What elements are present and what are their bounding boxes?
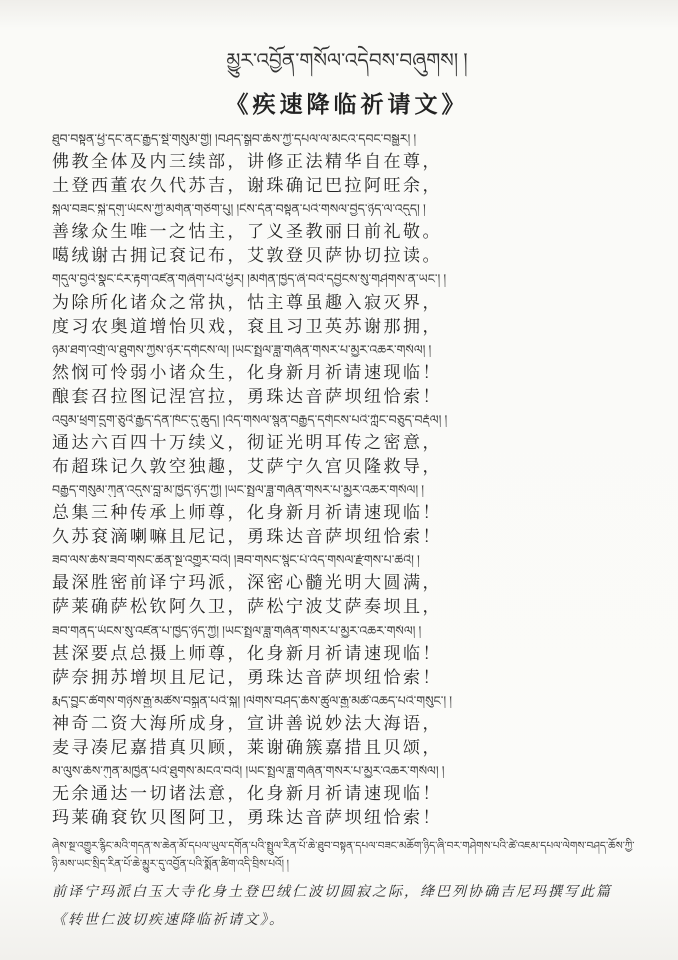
tibetan-line: ཉམ་ཐག་འགྲོ་ལ་ཐུགས་ཀྱིས་ཉེར་དགོངས་ལ། །ཡང་སྤྲུལ་ཟླ་གཞོན་གསར་པ་མྱུར་འཆར་གསོལ། ། bbox=[52, 343, 432, 357]
tibetan-colophon: ཞེས་སྔ་འགྱུར་རྙིང་མའི་གདན་ས་ཆེན་མོ་དཔལ་ཡུལ་དགོན་པའི་སྤྲུལ་རིན་པོ་ཆེ་ཐུབ་བསྟན་དཔལ་བཟང་མཆོག་ཉིད་ཞི་བར་གཤེགས་པའི་ཚེ་འཇམ་དཔལ་ལེགས་བཤད་ཆོས་ཀྱི་ཉི་མས་ཡང་སྲིད་རིན་པོ་ཆེ་མྱུར་དུ་འབྱོན་པའི་སྨོན་ཚིག་འདི་བྲིས་པའོ། ། bbox=[52, 841, 635, 870]
chinese-line: 通达六百四十万续义，彻证光明耳传之密意， bbox=[52, 433, 442, 452]
chinese-line: 布超珠记久敦空独趣，艾萨宁久宫贝隆救导， bbox=[52, 457, 442, 477]
chinese-line: 土登西董农久代苏吉，谢珠确记巴拉阿旺余， bbox=[52, 176, 442, 196]
tibetan-line: བརྒྱུད་གསུམ་ཀུན་འདུས་བླ་མ་ཁྱེད་ཉིད་ཀྱི། །ཡང་སྤྲུལ་ཟླ་གཞོན་གསར་པ་མྱུར་འཆར་གསོལ། ། bbox=[52, 484, 424, 498]
chinese-line: 度习农奥道增怡贝戏，袞且习卫英苏谢那拥， bbox=[52, 316, 442, 336]
chinese-line: 为除所化诸众之常执，怙主尊虽趣入寂灭界， bbox=[52, 292, 442, 312]
tibetan-line: གདུལ་བྱའི་སྣང་ངོར་རྟག་འཛིན་གཞིག་པའི་ཕྱིར། །མགོན་ཁྱེད་ཞི་བའི་དབྱིངས་སུ་གཤེགས་ན་ཡང་། ། bbox=[52, 273, 447, 287]
chinese-line: 萨莱确萨松钦阿久卫，萨松宁波艾萨奏坝且， bbox=[52, 597, 442, 617]
chinese-title: 《疾速降临祈请文》 bbox=[225, 92, 469, 117]
chinese-line: 无余通达一切诸法意，化身新月祈请速现临！ bbox=[52, 784, 442, 804]
chinese-line: 酿套召拉图记涅宫拉，勇珠达音萨坝纽恰索！ bbox=[52, 386, 442, 406]
tibetan-line: འབུམ་ཕྲག་དྲུག་ཅུའི་རྒྱུད་དོན་ཁོང་དུ་ཆུད། །འོད་གསལ་སྙན་བརྒྱུད་དགོངས་པའི་ཀློང་བཅུད་བརྡོལ། ། bbox=[52, 413, 448, 427]
tibetan-line: ཐུབ་བསྟན་ཕྱི་དང་ནང་རྒྱུད་སྡེ་གསུམ་གྱི། །བཤད་སྒྲུབ་ཆོས་ཀྱི་དཔལ་ལ་མངའ་དབང་བསྒྱུར། ། bbox=[52, 133, 417, 146]
chinese-line: 佛教全体及内三续部，讲修正法精华自在尊， bbox=[52, 152, 442, 172]
chinese-colophon: 前译宁玛派白玉大寺化身土登巴绒仁波切圆寂之际，绛巴列协确吉尼玛撰写此篇《转世仁波切疾速降临祈请文》。 bbox=[52, 884, 612, 928]
chinese-line: 玛莱确袞钦贝图阿卫，勇珠达音萨坝纽恰索！ bbox=[52, 808, 442, 828]
tibetan-line: རྨད་བྱུང་ཚོགས་གཉིས་རྒྱ་མཚོས་བསྐྲུན་པའི་སྐུ། །ལེགས་བཤད་ཆོས་ཚུལ་རྒྱ་མཚོ་འཆད་པའི་གསུང་། ། bbox=[52, 694, 453, 708]
chinese-line: 久苏袞滴喇嘛且尼记，勇珠达音萨坝纽恰索！ bbox=[52, 527, 442, 547]
tibetan-line: སྐལ་བཟང་སྐྱེ་དགུ་ཡོངས་ཀྱི་མགོན་གཅིག་པུ། །ངེས་དོན་བསྟན་པའི་གསལ་བྱེད་ཉིད་ལ་འདུད། ། bbox=[52, 203, 426, 217]
tibetan-line: ཟབ་གནད་ཡོངས་སུ་འཛིན་པ་ཁྱེད་ཉིད་ཀྱི། །ཡང་སྤྲུལ་ཟླ་གཞོན་གསར་པ་མྱུར་འཆར་གསོལ། ། bbox=[52, 624, 422, 638]
chinese-line: 麦寻凑尼嘉措真贝顾，莱谢确簇嘉措且贝颂， bbox=[52, 737, 442, 757]
chinese-line: 萨奈拥苏增坝且尼记，勇珠达音萨坝纽恰索！ bbox=[52, 667, 442, 687]
chinese-line: 甚深要点总摄上师尊，化身新月祈请速现临！ bbox=[52, 643, 442, 663]
tibetan-line: མ་ལུས་ཆོས་ཀུན་མཁྱེན་པའི་ཐུགས་མངའ་བའི། །ཡང་སྤྲུལ་ཟླ་གཞོན་གསར་པ་མྱུར་འཆར་གསོལ། ། bbox=[52, 764, 445, 778]
chinese-line: 最深胜密前译宁玛派，深密心髓光明大圆满， bbox=[52, 573, 442, 593]
tibetan-line: ཟབ་ལས་ཆོས་ཟབ་གསང་ཆེན་སྔ་འགྱུར་བའི། །ཟབ་གསང་སྙིང་པོ་འོད་གསལ་རྫོགས་པ་ཆེའི། ། bbox=[52, 554, 420, 568]
chinese-line: 善缘众生唯一之怙主，了义圣教丽日前礼敬。 bbox=[52, 222, 442, 242]
chinese-line: 神奇二资大海所成身，宣讲善说妙法大海语， bbox=[52, 713, 442, 733]
chinese-line: 然悯可怜弱小诸众生，化身新月祈请速现临！ bbox=[52, 362, 442, 382]
chinese-line: 总集三种传承上师尊，化身新月祈请速现临！ bbox=[52, 503, 442, 523]
chinese-line: 噶绒谢古拥记袞记布，艾敦登贝萨协切拉读。 bbox=[52, 246, 442, 266]
prayer-body bbox=[52, 133, 642, 828]
tibetan-title: མྱུར་འབྱོན་གསོལ་འདེབས་བཞུགས། ། bbox=[226, 50, 468, 72]
